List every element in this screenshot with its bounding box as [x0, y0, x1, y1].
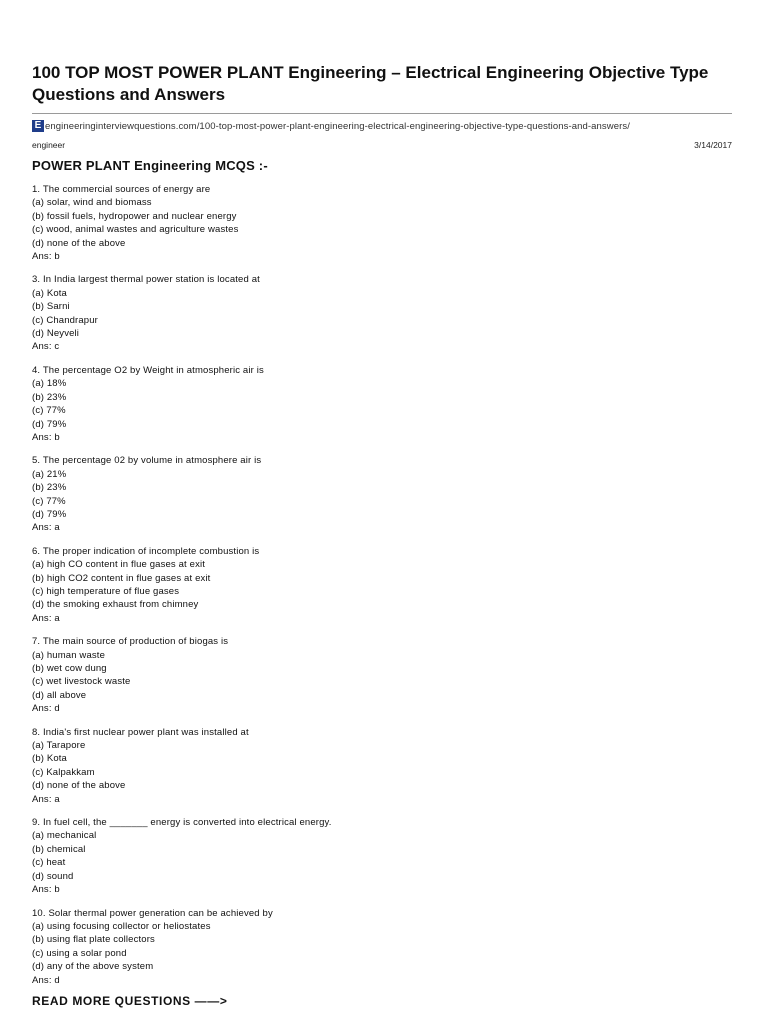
meta-row [32, 139, 732, 151]
question-item [32, 545, 732, 625]
question-item [32, 816, 732, 896]
document-page [32, 62, 732, 997]
question-item [32, 273, 732, 353]
source-url-link[interactable]: engineeringinterviewquestions.com/100-top-most-power-plant-engineering-electrical-engineering-objective-type-questions-and-answers/ [45, 120, 630, 132]
answer-option: (d) all above [32, 689, 87, 701]
answer-option: (b) 23% [32, 391, 67, 403]
answer-option: (c) wet livestock waste [32, 676, 131, 688]
answer-option: (b) using flat plate collectors [32, 934, 155, 946]
question-item [32, 635, 732, 715]
answer-option: (d) 79% [32, 508, 67, 520]
answer-key: Ans: b [32, 884, 60, 896]
date-label: 3/14/2017 [694, 140, 732, 150]
question-list [32, 183, 732, 987]
answer-option: (c) wood, animal wastes and agriculture wastes [32, 224, 239, 236]
question-text: 1. The commercial sources of energy are [32, 184, 211, 195]
page-title: 100 TOP MOST POWER PLANT Engineering – Electrical Engineering Objective Type Questions and Answers [32, 63, 709, 104]
title-divider [32, 113, 732, 114]
question-text: 9. In fuel cell, the _______ energy is converted into electrical energy. [32, 817, 332, 829]
answer-key: Ans: b [32, 431, 60, 443]
answer-option: (c) 77% [32, 405, 66, 417]
answer-option: (c) Kalpakkam [32, 766, 95, 778]
answer-option: (c) 77% [32, 495, 66, 507]
answer-option: (c) heat [32, 857, 66, 869]
author-label: engineer [32, 140, 66, 150]
answer-key: Ans: a [32, 612, 60, 624]
answer-option: (a) 21% [32, 468, 67, 480]
question-text: 10. Solar thermal power generation can be achieved by [32, 907, 273, 919]
question-item [32, 183, 732, 263]
answer-option: (b) Kota [32, 753, 67, 765]
question-item [32, 726, 732, 806]
answer-key: Ans: b [32, 251, 60, 263]
answer-key: Ans: d [32, 974, 60, 986]
answer-option: (d) none of the above [32, 780, 126, 792]
answer-option: (a) human waste [32, 649, 106, 661]
read-more-link[interactable]: READ MORE QUESTIONS ——> [32, 994, 228, 1008]
answer-option: (a) high CO content in flue gases at exit [32, 559, 206, 571]
section-heading: POWER PLANT Engineering MCQS :- [32, 158, 268, 173]
answer-key: Ans: a [32, 793, 60, 805]
answer-option: (b) wet cow dung [32, 663, 107, 674]
question-text: 5. The percentage 02 by volume in atmosphere air is [32, 455, 262, 467]
answer-option: (c) using a solar pond [32, 947, 127, 959]
answer-option: (d) Neyveli [32, 328, 80, 340]
answer-option: (b) 23% [32, 482, 67, 494]
answer-option: (a) mechanical [32, 830, 97, 842]
question-text: 4. The percentage O2 by Weight in atmospheric air is [32, 364, 264, 376]
answer-option: (d) 79% [32, 418, 67, 430]
question-item [32, 454, 732, 534]
answer-option: (d) any of the above system [32, 961, 154, 973]
answer-key: Ans: a [32, 522, 60, 534]
answer-option: (a) 18% [32, 378, 67, 390]
answer-option: (d) none of the above [32, 237, 126, 249]
question-text: 6. The proper indication of incomplete combustion is [32, 545, 260, 557]
answer-option: (c) Chandrapur [32, 314, 98, 326]
answer-option: (b) fossil fuels, hydropower and nuclear energy [32, 210, 237, 222]
answer-option: (b) high CO2 content in flue gases at exit [32, 572, 211, 584]
answer-option: (c) high temperature of flue gases [32, 585, 180, 597]
answer-option: (a) Kota [32, 287, 67, 299]
answer-key: Ans: d [32, 703, 60, 715]
answer-option: (a) solar, wind and biomass [32, 197, 152, 209]
question-text: 7. The main source of production of biogas is [32, 636, 229, 648]
answer-option: (d) sound [32, 870, 74, 882]
answer-option: (b) chemical [32, 843, 86, 855]
question-text: 3. In India largest thermal power station is located at [32, 274, 260, 286]
answer-option: (a) Tarapore [32, 740, 86, 752]
answer-key: Ans: c [32, 341, 60, 353]
answer-option: (b) Sarni [32, 301, 70, 313]
answer-option: (d) the smoking exhaust from chimney [32, 599, 199, 611]
question-item [32, 364, 732, 444]
site-logo-icon: E [32, 120, 44, 132]
answer-option: (a) using focusing collector or heliostates [32, 920, 211, 932]
question-text: 8. India's first nuclear power plant was installed at [32, 726, 249, 738]
source-row [32, 119, 732, 133]
question-item [32, 907, 732, 987]
